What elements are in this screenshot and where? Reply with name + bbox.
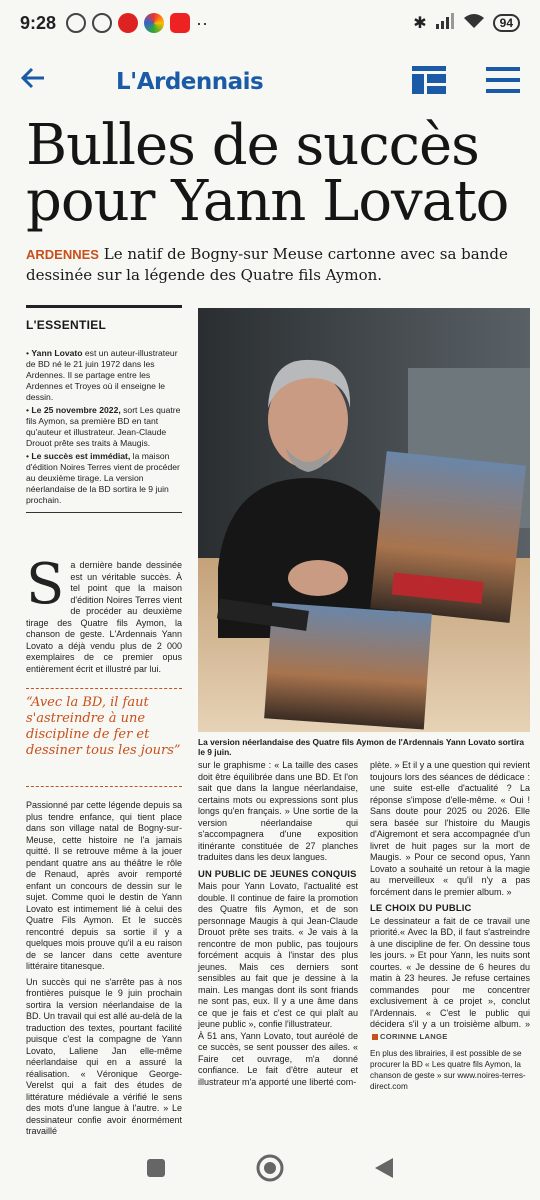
article-footnote: En plus des librairies, il est possible de se procurer la BD « Les quatre fils Aymon, la chanson de geste » sur www.noires-terres-direct.com (370, 1049, 526, 1091)
home-button[interactable] (256, 1154, 284, 1187)
article-intro (26, 552, 182, 675)
back-arrow-icon[interactable] (20, 64, 56, 100)
app-color-icon (144, 13, 164, 33)
pull-quote: “Avec la BD, il faut s'astreindre à une discipline de fer et dessiner tous les jours” (26, 688, 182, 759)
battery-icon: 94 (493, 14, 520, 32)
essentiel-top-rule (26, 305, 182, 308)
paragraph: sur le graphisme : « La taille des cases doit être équilibrée dans une BD. Et l'on sait que dans la langue néerlandaise, certains mots ou expressions sont plus longs qu'en français. » Une sortie de la version néerlandaise qui s'accompagnera d'une exposition itinérante constituée de 27 planches traduites dans les deux langues. (198, 760, 358, 862)
paragraph: Mais pour Yann Lovato, l'actualité est double. Il continue de faire la promotion des Quatre fils Aymon, et de son personnage Maugis à qui Jean-Claude Drouot prête ses traits. « Je vais à la rencontre de mon public, pas toujours forcément acquis à l'instar des plus jeunes. Mais ces derniers sont sensibles au fait que je dessine à la main. Les mangas dont ils sont friands ne sont pas, eux. Il y a une âme dans ce que je fais et c'est ce qui plaît au jeune public », confie l'illustrateur. (198, 881, 358, 1029)
article-title: Bulles de succès pour Yann Lovato (26, 113, 509, 234)
bluetooth-icon: ✱ (413, 15, 427, 32)
layout-grid-icon[interactable] (412, 66, 446, 99)
essentiel-box (26, 305, 182, 513)
back-button[interactable] (373, 1156, 395, 1185)
article-photo[interactable] (198, 308, 530, 732)
recent-apps-button[interactable] (145, 1157, 167, 1184)
paragraph: Passionné par cette légende depuis sa plus tendre enfance, qui tient place dans son village natal de Bogny-sur-Meuse, cette histoire ne l'a jamais quitté. Il se retrouve même à la jouer pendant quatre ans au théâtre le rôle de Renaud, après avoir remporté enfant un concours de dessin sur le sujet. Comme quoi le destin de Yann Lovato est intimement lié à celui des Quatre Fils Aymon. Et le succès rencontré depuis sa sortie il y a quelques mois prouve qu'il a eu raison de se lancer dans cette aventure littéraire titanesque. (26, 800, 182, 971)
menu-hamburger-icon[interactable] (486, 67, 520, 98)
paragraph: À 51 ans, Yann Lovato, tout auréolé de ce succès, se sent pousser des ailes. « Faire cet ouvrage, m'a donné confiance. Le fait d'être auteur et illustrateur m'a apporté une liberté com- (198, 1030, 358, 1087)
author-signature: CORINNE LANGE (370, 1032, 448, 1041)
status-bar (0, 0, 540, 46)
app-header (0, 52, 540, 112)
paragraph: Un succès qui ne s'arrête pas à nos frontières puisque le 9 juin prochain sortira la version néerlandaise de la BD. Un travail qui est allé au-delà de la traduction des textes, pourtant facilité puisque c'est la compagne de Yann Lovato, Laliene Jan elle-même néerlandaise qui en a assuré la réalisation. « Véronique George-Verelst qui a fait des études de littérature médiévale a vérifié le sens des mots d'une langue à l'autre. » Le dessinateur confie avoir énormément travaillé (26, 976, 182, 1136)
more-notifications-icon: ·· (196, 12, 209, 33)
essentiel-item: • Yann Lovato est un auteur-illustrateur de BD né le 21 juin 1972 dans les Ardennes. Il se partage entre les Ardennes et Troyes où il enseigne le dessin. (26, 348, 178, 402)
essentiel-item: • Le succès est immédiat, la maison d'édition Noires Terres vient de procéder au deuxième tirage. La version néerlandaise de la BD sortira le 9 juin prochain. (26, 451, 180, 505)
photo-caption: La version néerlandaise des Quatre fils Aymon de l'Ardennais Yann Lovato sortira le 9 juin. (198, 737, 525, 757)
alarm-icon (92, 13, 112, 33)
notification-icon (66, 13, 86, 33)
article-column-3 (370, 760, 530, 1092)
lede-text: Le natif de Bogny-sur Meuse cartonne avec sa bande dessinée sur la légende des Quatre fils Aymon. (26, 245, 508, 284)
status-time: 9:28 (20, 12, 57, 33)
article-column-2 (198, 760, 358, 1088)
paragraph: plète. » Et il y a une question qui revient toujours lors des séances de dédicace : une suite est-elle d'actualité ? La réponse s'impose d'elle-même. « Oui ! Sans doute pour 2025 ou 2026. Elle sera basée sur l'histoire du Maugis d'Aigremont et sera accompagnée d'un livret de huit pages sur la mort de Maugis. » Pour ce second opus, Yann Lovato a souhaité un retour à la magie au merveilleux « qu'il n'y a pas forcément dans le premier album. » (370, 760, 530, 897)
pull-quote-rule (26, 786, 182, 787)
essentiel-bottom-rule (26, 512, 182, 513)
system-nav-bar (0, 1140, 540, 1200)
article-column-1 (26, 800, 182, 1138)
essentiel-heading: L'ESSENTIEL (26, 318, 107, 332)
wifi-icon (463, 13, 485, 34)
app-red-icon (118, 13, 138, 33)
intro-text: a dernière bande dessinée est un véritable succès. À tel point que la maison d'édition Noires Terres vient de procéder au deuxième tirage des Quatre fils Aymon, la chanson de geste. L'Ardennais Yann Lovato a déjà vendu plus de 2 000 exemplaires de ce premier opus entièrement écrit et illustré par lui. (26, 560, 182, 674)
lede-location-tag: ARDENNES (26, 247, 99, 262)
drop-cap: S (26, 552, 65, 617)
paragraph: Le dessinateur a fait de ce travail une priorité.« Avec la BD, il faut s'astreindre à une discipline de fer. On dessine tous les jours. » Et pour Yann, les nuits sont courtes. « Je dessine de 6 heures du matin à 23 heures. Je refuse certaines commandes pour me concentrer exclusivement à ce projet », conclut l'Ardennais. « C'est le public qui décidera s'il y a un troisième album. » CORINNE LANGE (370, 915, 530, 1041)
newspaper-logo[interactable]: L'Ardennais (116, 69, 264, 95)
subheading-public: UN PUBLIC DE JEUNES CONQUIS (198, 867, 357, 879)
subheading-choix: LE CHOIX DU PUBLIC (370, 902, 472, 913)
essentiel-item: • Le 25 novembre 2022, sort Les quatre fils Aymon, sa première BD en tant qu'auteur et illustrateur. Jean-Claude Drouot prête ses traits à Maugis. (26, 405, 181, 448)
signal-icon (435, 13, 455, 34)
article-lede (26, 244, 526, 286)
youtube-icon (170, 13, 190, 33)
